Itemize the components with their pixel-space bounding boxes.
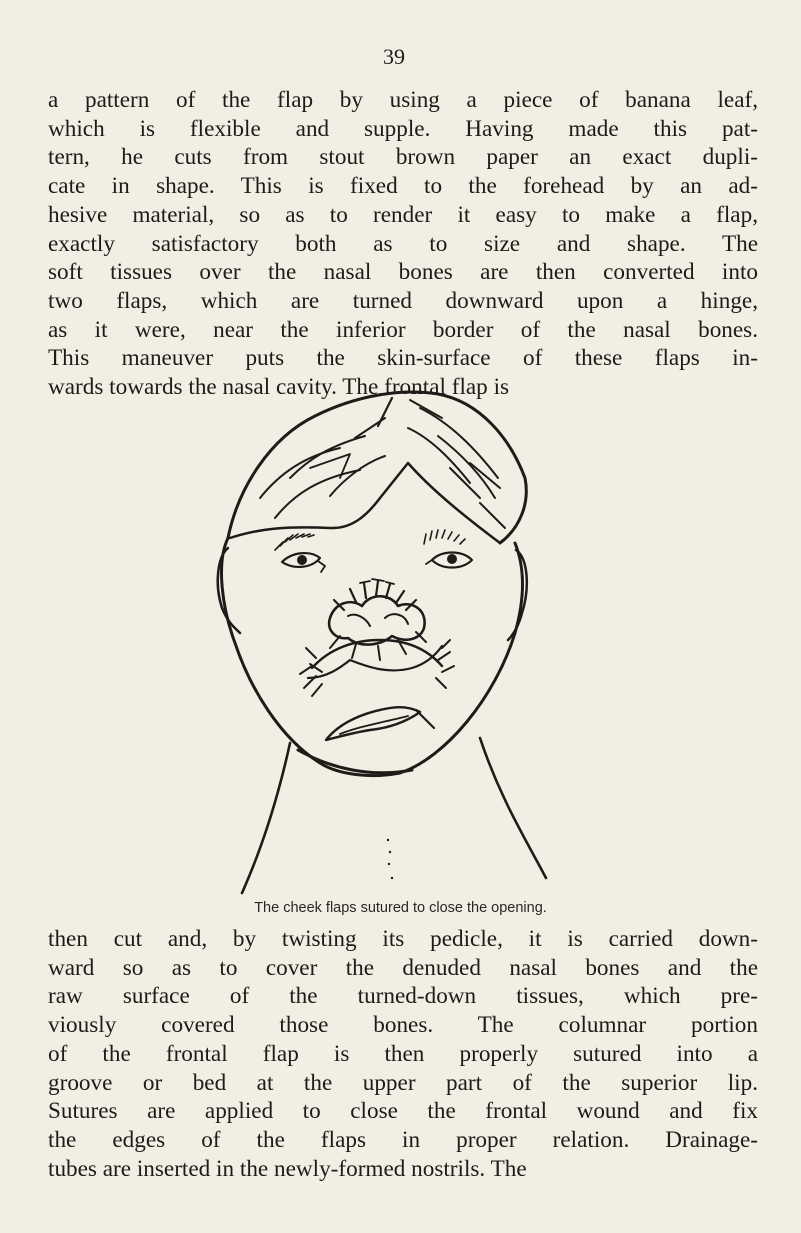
text-line: the edges of the flaps in proper relation. Drainage- <box>48 1126 758 1153</box>
figure-caption: The cheek flaps sutured to close the opening. <box>254 900 547 916</box>
neck-right <box>480 738 546 878</box>
text-line: raw surface of the turned-down tissues, which pre- <box>48 983 758 1010</box>
page-number: 39 <box>383 44 405 69</box>
text-line: groove or bed at the upper part of the superior lip. <box>48 1069 758 1096</box>
face-illustration <box>180 378 620 898</box>
text-line: tubes are inserted in the newly-formed nostrils. The <box>48 1155 527 1182</box>
hair-outline <box>228 392 526 543</box>
text-line: exactly satisfactory both as to size and shape. The <box>48 230 758 257</box>
text-line: viously covered those bones. The columnar portion <box>48 1012 758 1039</box>
text-line: Sutures are applied to close the frontal wound and fix <box>48 1098 758 1125</box>
text-line: tern, he cuts from stout brown paper an exact dupli- <box>48 144 758 171</box>
text-line: a pattern of the flap by using a piece of banana leaf, <box>48 87 758 113</box>
text-line: two flaps, which are turned downward upon a hinge, <box>48 287 758 314</box>
text-line: wards towards the nasal cavity. The frontal flap is <box>48 374 510 401</box>
neck-left <box>242 743 290 893</box>
text-line: of the frontal flap is then properly sutured into a <box>48 1040 758 1067</box>
right-ear <box>508 550 527 640</box>
text-line: which is flexible and supple. Having made this pat- <box>48 115 758 142</box>
paragraph-top <box>48 86 758 402</box>
text-line: cate in shape. This is fixed to the forehead by an ad- <box>48 173 758 200</box>
nose-suture-area <box>329 596 425 644</box>
text-line: This maneuver puts the skin-surface of these flaps in- <box>48 345 758 372</box>
text-line: as it were, near the inferior border of the nasal bones. <box>48 316 758 343</box>
face-outline <box>222 538 523 776</box>
text-line: then cut and, by twisting its pedicle, it is carried down- <box>48 926 758 952</box>
text-line: hesive material, so as to render it easy to make a flap, <box>48 201 758 228</box>
text-line: ward so as to cover the denuded nasal bones and the <box>48 954 758 981</box>
text-line: soft tissues over the nasal bones are then converted into <box>48 259 758 286</box>
paragraph-bottom <box>48 925 758 1183</box>
